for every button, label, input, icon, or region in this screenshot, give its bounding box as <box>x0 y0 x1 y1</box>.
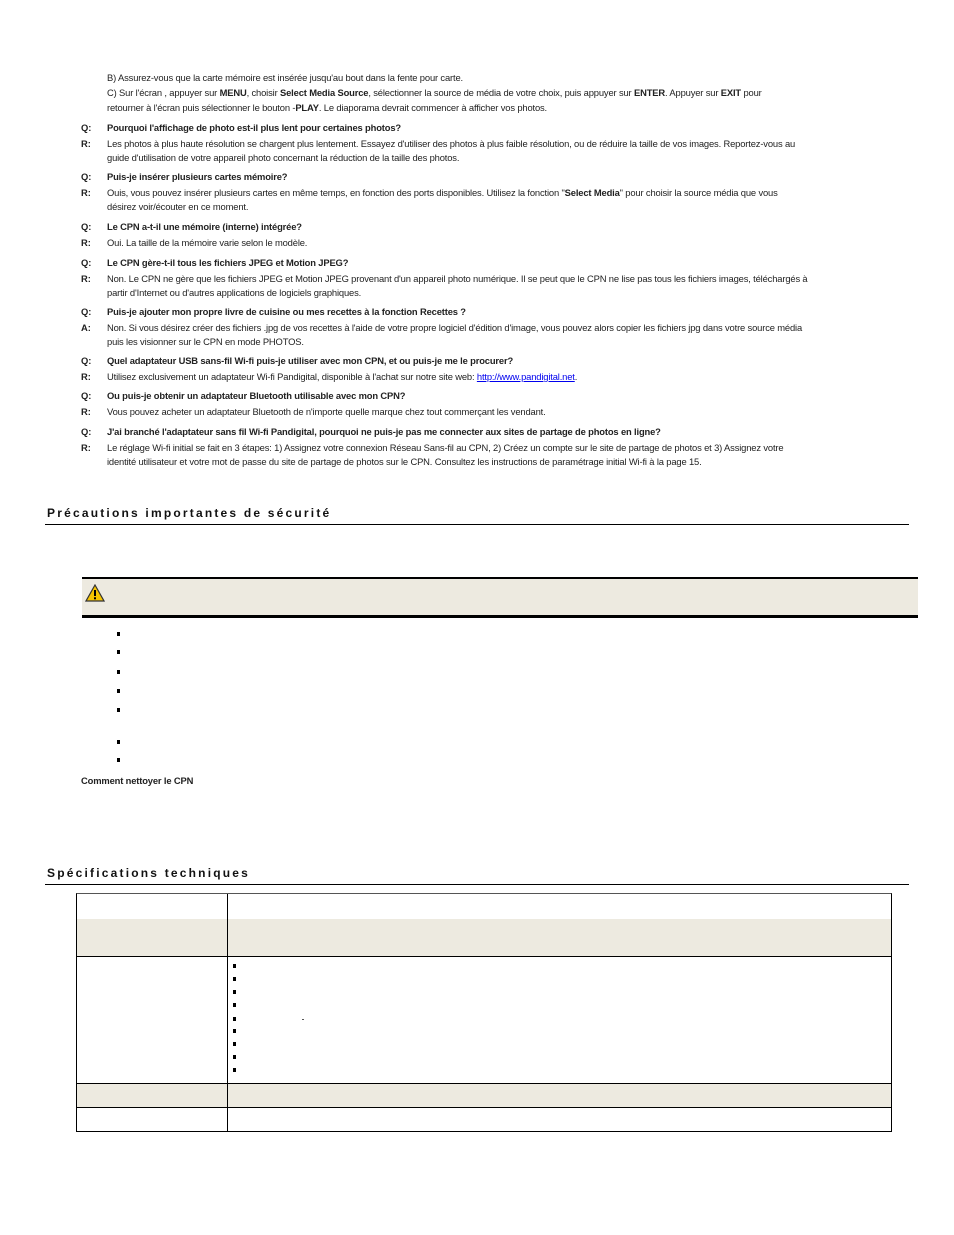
bullet <box>117 740 120 744</box>
bullet <box>117 758 120 762</box>
question-label: Q: <box>81 355 92 366</box>
answer-label: R: <box>81 187 91 198</box>
warning-box <box>82 577 918 618</box>
intro-line <box>107 101 547 115</box>
answer-text <box>107 441 783 455</box>
answer-text <box>107 405 546 419</box>
warning-icon <box>85 584 105 602</box>
table-row <box>77 1083 891 1107</box>
answer-label: R: <box>81 273 91 284</box>
bold-text: Quel adaptateur USB sans-fil Wi-fi puis-je utiliser avec mon CPN, et ou puis-je me le procurer? <box>107 355 514 366</box>
bold-text: PLAY <box>295 102 319 113</box>
bullet <box>233 1003 236 1007</box>
table-row <box>77 894 891 919</box>
text-segment: , choisir <box>246 87 281 98</box>
specs-heading: Spécifications techniques <box>47 866 251 880</box>
answer-label: R: <box>81 138 91 149</box>
text-segment: partir d'Internet ou d'autres applications de logiciels graphiques. <box>107 287 362 298</box>
intro-line <box>107 86 762 100</box>
text-segment: " pour choisir la source média que vous <box>619 187 778 198</box>
specs-heading-rule <box>45 884 909 885</box>
cleaning-heading: Comment nettoyer le CPN <box>81 775 194 786</box>
answer-label: R: <box>81 371 91 382</box>
text-segment: Les photos à plus haute résolution se chargent plus lentement. Essayez d'utiliser des photos à plus faible résolution, ou de réduire la taille de vos images. Reportez-vous au <box>107 138 796 149</box>
answer-text <box>107 151 459 165</box>
answer-label: A: <box>81 322 91 333</box>
text-segment: guide d'utilisation de votre appareil photo concernant la réduction de la taille des photos. <box>107 152 460 163</box>
bullet <box>233 1055 236 1059</box>
text-segment: puis les visionner sur le CPN en mode PHOTOS. <box>107 336 304 347</box>
bullet <box>117 708 120 712</box>
dash-mark <box>302 1019 304 1020</box>
text-segment: C) Sur l'écran , appuyer sur <box>107 87 220 98</box>
answer-text <box>107 236 307 250</box>
text-segment: Ouis, vous pouvez insérer plusieurs cartes en même temps, en fonction des ports disponibles. Utilisez la fonction " <box>107 187 565 198</box>
text-segment: B) Assurez-vous que la carte mémoire est insérée jusqu'au bout dans la fente pour carte. <box>107 72 463 83</box>
table-row <box>77 956 891 1084</box>
question-text <box>107 170 287 184</box>
specs-table <box>76 893 892 1132</box>
bold-text: Ou puis-je obtenir un adaptateur Bluetooth utilisable avec mon CPN? <box>107 390 406 401</box>
question-text <box>107 354 513 368</box>
bullet <box>233 990 236 994</box>
text-segment: pour <box>741 87 762 98</box>
bullet <box>233 1042 236 1046</box>
bullet <box>233 1068 236 1072</box>
bullet <box>117 632 120 636</box>
intro-line <box>107 71 463 85</box>
answer-text <box>107 137 795 151</box>
answer-text <box>107 321 802 335</box>
text-segment: Le réglage Wi-fi initial se fait en 3 étapes: 1) Assignez votre connexion Réseau Sans-fil au CPN, 2) Créez un compte sur le site de partage de photos et 3) Assignez votre <box>107 442 784 453</box>
bold-text: Pourquoi l'affichage de photo est-il plus lent pour certaines photos? <box>107 122 401 133</box>
question-label: Q: <box>81 390 92 401</box>
answer-text <box>107 186 778 200</box>
question-label: Q: <box>81 306 92 317</box>
question-label: Q: <box>81 257 92 268</box>
answer-text <box>107 286 361 300</box>
question-label: Q: <box>81 171 92 182</box>
bullet <box>117 689 120 693</box>
question-label: Q: <box>81 122 92 133</box>
bold-text: EXIT <box>720 87 742 98</box>
text-segment: désirez voir/écouter en ce moment. <box>107 201 249 212</box>
bullet <box>233 964 236 968</box>
text-segment: . Appuyer sur <box>665 87 721 98</box>
bold-text: Select Media <box>564 187 620 198</box>
bullet <box>233 1029 236 1033</box>
bold-text: MENU <box>219 87 247 98</box>
answer-text <box>107 335 304 349</box>
question-label: Q: <box>81 221 92 232</box>
bold-text: ENTER <box>633 87 666 98</box>
text-segment: . <box>574 371 578 382</box>
answer-text <box>107 272 808 286</box>
answer-label: R: <box>81 406 91 417</box>
column-divider <box>227 894 228 1131</box>
bullet <box>233 1017 236 1021</box>
text-segment: Utilisez exclusivement un adaptateur Wi-fi Pandigital, disponible à l'achat sur notre site web: <box>107 371 477 382</box>
safety-heading-rule <box>45 524 909 525</box>
question-text <box>107 121 401 135</box>
table-row <box>77 919 891 956</box>
bold-text: Puis-je ajouter mon propre livre de cuisine ou mes recettes à la fonction Recettes ? <box>107 306 466 317</box>
bullet <box>233 977 236 981</box>
bold-text: Puis-je insérer plusieurs cartes mémoire? <box>107 171 288 182</box>
text-segment: retourner à l'écran puis sélectionner le bouton - <box>107 102 296 113</box>
bullet <box>117 670 120 674</box>
question-text <box>107 305 466 319</box>
bold-text: Le CPN gère-t-il tous les fichiers JPEG et Motion JPEG? <box>107 257 349 268</box>
question-text <box>107 425 661 439</box>
question-text <box>107 220 302 234</box>
text-segment: Oui. La taille de la mémoire varie selon le modèle. <box>107 237 308 248</box>
question-label: Q: <box>81 426 92 437</box>
bold-text: Select Media Source <box>280 87 369 98</box>
text-segment: , sélectionner la source de média de votre choix, puis appuyer sur <box>368 87 634 98</box>
text-segment: . Le diaporama devrait commencer à afficher vos photos. <box>318 102 548 113</box>
bold-text: J'ai branché l'adaptateur sans fil Wi-fi Pandigital, pourquoi ne puis-je pas me connecter aux sites de partage de photos en ligne? <box>107 426 661 437</box>
answer-label: R: <box>81 442 91 453</box>
bullet <box>117 650 120 654</box>
text-segment: Non. Si vous désirez créer des fichiers .jpg de vos recettes à l'aide de votre propre logiciel d'édition d'image, vous pouvez alors copier les fichiers jpg dans votre source média <box>107 322 803 333</box>
answer-text <box>107 200 248 214</box>
text-segment: identité utilisateur et votre mot de passe du site de partage de photos sur le CPN. Consultez les instructions de paramétrage initial Wi-fi à la page 15. <box>107 456 702 467</box>
answer-text <box>107 455 702 469</box>
question-text <box>107 389 405 403</box>
safety-heading: Précautions importantes de sécurité <box>47 506 332 520</box>
question-text <box>107 256 348 270</box>
answer-text <box>107 370 577 384</box>
website-link[interactable]: http://www.pandigital.net <box>476 371 575 382</box>
bold-text: Le CPN a-t-il une mémoire (interne) intégrée? <box>107 221 302 232</box>
answer-label: R: <box>81 237 91 248</box>
text-segment: Non. Le CPN ne gère que les fichiers JPEG et Motion JPEG provenant d'un appareil photo numérique. Il se peut que le CPN ne lise pas tous les fichiers images, téléchargés à <box>107 273 808 284</box>
table-row <box>77 1107 891 1131</box>
text-segment: Vous pouvez acheter un adaptateur Bluetooth de n'importe quelle marque chez tout commerçant les vendant. <box>107 406 546 417</box>
